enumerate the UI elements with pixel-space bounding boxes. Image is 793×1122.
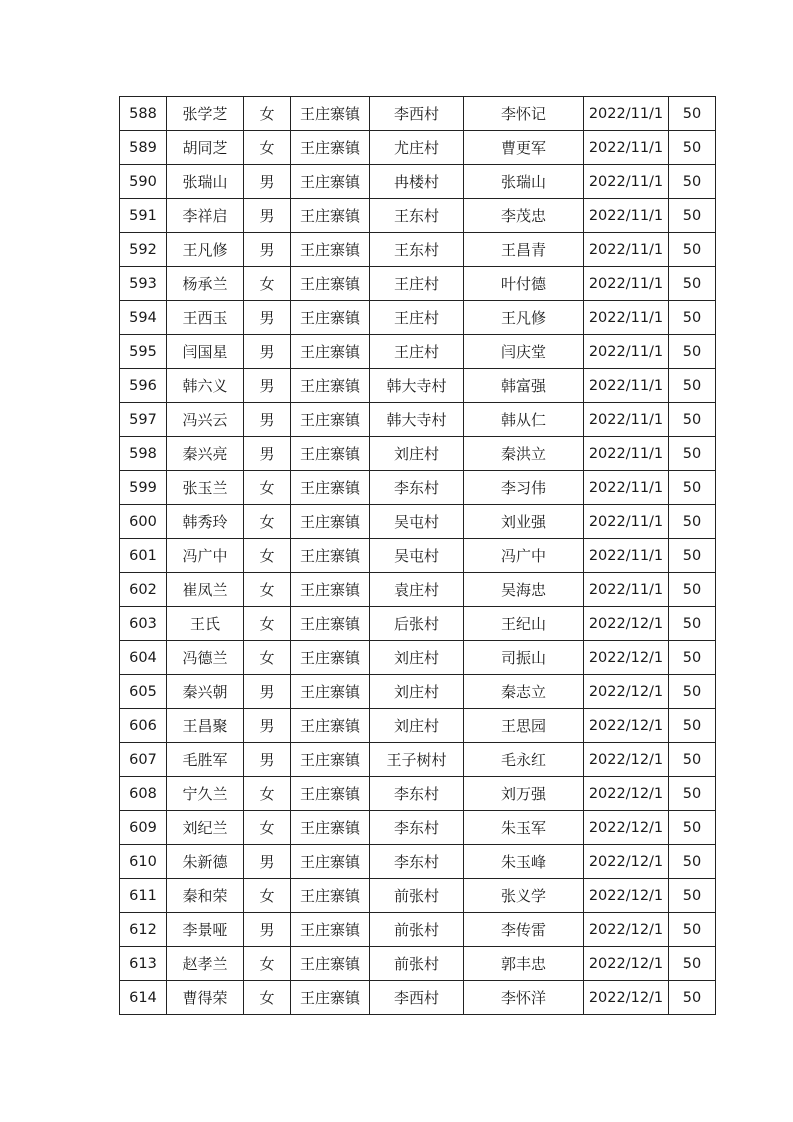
- amount-cell: 50: [669, 97, 716, 131]
- date-cell: 2022/11/1: [584, 301, 669, 335]
- gender-cell: 男: [244, 233, 291, 267]
- date-cell: 2022/11/1: [584, 131, 669, 165]
- village-cell: 刘庄村: [370, 641, 464, 675]
- date-cell: 2022/12/1: [584, 709, 669, 743]
- amount-cell: 50: [669, 505, 716, 539]
- town-cell: 王庄寨镇: [291, 981, 370, 1015]
- date-cell: 2022/11/1: [584, 403, 669, 437]
- gender-cell: 男: [244, 743, 291, 777]
- date-cell: 2022/11/1: [584, 165, 669, 199]
- amount-cell: 50: [669, 641, 716, 675]
- row-number-cell: 611: [120, 879, 167, 913]
- amount-cell: 50: [669, 675, 716, 709]
- date-cell: 2022/12/1: [584, 913, 669, 947]
- gender-cell: 男: [244, 369, 291, 403]
- name-cell: 胡同芝: [167, 131, 244, 165]
- town-cell: 王庄寨镇: [291, 301, 370, 335]
- amount-cell: 50: [669, 369, 716, 403]
- table-row: [120, 879, 716, 913]
- agent-cell: 刘业强: [464, 505, 584, 539]
- amount-cell: 50: [669, 913, 716, 947]
- amount-cell: 50: [669, 539, 716, 573]
- agent-cell: 冯广中: [464, 539, 584, 573]
- amount-cell: 50: [669, 301, 716, 335]
- name-cell: 王氏: [167, 607, 244, 641]
- gender-cell: 女: [244, 471, 291, 505]
- name-cell: 朱新德: [167, 845, 244, 879]
- row-number-cell: 609: [120, 811, 167, 845]
- name-cell: 王凡修: [167, 233, 244, 267]
- table-row: [120, 607, 716, 641]
- village-cell: 前张村: [370, 879, 464, 913]
- name-cell: 宁久兰: [167, 777, 244, 811]
- date-cell: 2022/12/1: [584, 777, 669, 811]
- agent-cell: 秦志立: [464, 675, 584, 709]
- name-cell: 冯德兰: [167, 641, 244, 675]
- row-number-cell: 601: [120, 539, 167, 573]
- village-cell: 王东村: [370, 233, 464, 267]
- agent-cell: 王纪山: [464, 607, 584, 641]
- agent-cell: 毛永红: [464, 743, 584, 777]
- amount-cell: 50: [669, 879, 716, 913]
- gender-cell: 女: [244, 131, 291, 165]
- village-cell: 后张村: [370, 607, 464, 641]
- row-number-cell: 602: [120, 573, 167, 607]
- amount-cell: 50: [669, 267, 716, 301]
- amount-cell: 50: [669, 607, 716, 641]
- row-number-cell: 614: [120, 981, 167, 1015]
- row-number-cell: 595: [120, 335, 167, 369]
- town-cell: 王庄寨镇: [291, 573, 370, 607]
- agent-cell: 司振山: [464, 641, 584, 675]
- village-cell: 吴屯村: [370, 539, 464, 573]
- town-cell: 王庄寨镇: [291, 607, 370, 641]
- gender-cell: 女: [244, 573, 291, 607]
- town-cell: 王庄寨镇: [291, 879, 370, 913]
- date-cell: 2022/11/1: [584, 369, 669, 403]
- row-number-cell: 612: [120, 913, 167, 947]
- agent-cell: 朱玉军: [464, 811, 584, 845]
- row-number-cell: 588: [120, 97, 167, 131]
- amount-cell: 50: [669, 471, 716, 505]
- town-cell: 王庄寨镇: [291, 335, 370, 369]
- table-row: [120, 709, 716, 743]
- table-row: [120, 437, 716, 471]
- row-number-cell: 596: [120, 369, 167, 403]
- amount-cell: 50: [669, 165, 716, 199]
- town-cell: 王庄寨镇: [291, 947, 370, 981]
- village-cell: 刘庄村: [370, 437, 464, 471]
- row-number-cell: 597: [120, 403, 167, 437]
- gender-cell: 女: [244, 879, 291, 913]
- table-row: [120, 505, 716, 539]
- name-cell: 刘纪兰: [167, 811, 244, 845]
- village-cell: 尤庄村: [370, 131, 464, 165]
- name-cell: 秦和荣: [167, 879, 244, 913]
- amount-cell: 50: [669, 233, 716, 267]
- village-cell: 李东村: [370, 845, 464, 879]
- row-number-cell: 604: [120, 641, 167, 675]
- table-row: [120, 641, 716, 675]
- row-number-cell: 599: [120, 471, 167, 505]
- agent-cell: 李传雷: [464, 913, 584, 947]
- amount-cell: 50: [669, 947, 716, 981]
- agent-cell: 张瑞山: [464, 165, 584, 199]
- village-cell: 王东村: [370, 199, 464, 233]
- gender-cell: 男: [244, 437, 291, 471]
- gender-cell: 男: [244, 403, 291, 437]
- table-row: [120, 335, 716, 369]
- row-number-cell: 594: [120, 301, 167, 335]
- date-cell: 2022/12/1: [584, 879, 669, 913]
- table-row: [120, 539, 716, 573]
- gender-cell: 女: [244, 267, 291, 301]
- village-cell: 王庄村: [370, 335, 464, 369]
- amount-cell: 50: [669, 981, 716, 1015]
- row-number-cell: 605: [120, 675, 167, 709]
- name-cell: 张瑞山: [167, 165, 244, 199]
- town-cell: 王庄寨镇: [291, 131, 370, 165]
- agent-cell: 韩富强: [464, 369, 584, 403]
- date-cell: 2022/11/1: [584, 505, 669, 539]
- date-cell: 2022/12/1: [584, 845, 669, 879]
- table-row: [120, 981, 716, 1015]
- name-cell: 毛胜军: [167, 743, 244, 777]
- town-cell: 王庄寨镇: [291, 165, 370, 199]
- agent-cell: 朱玉峰: [464, 845, 584, 879]
- date-cell: 2022/11/1: [584, 335, 669, 369]
- date-cell: 2022/12/1: [584, 947, 669, 981]
- gender-cell: 女: [244, 641, 291, 675]
- table-row: [120, 743, 716, 777]
- village-cell: 刘庄村: [370, 709, 464, 743]
- name-cell: 杨承兰: [167, 267, 244, 301]
- village-cell: 李西村: [370, 97, 464, 131]
- village-cell: 王庄村: [370, 301, 464, 335]
- village-cell: 刘庄村: [370, 675, 464, 709]
- date-cell: 2022/11/1: [584, 471, 669, 505]
- row-number-cell: 606: [120, 709, 167, 743]
- agent-cell: 张义学: [464, 879, 584, 913]
- town-cell: 王庄寨镇: [291, 811, 370, 845]
- row-number-cell: 589: [120, 131, 167, 165]
- date-cell: 2022/11/1: [584, 437, 669, 471]
- date-cell: 2022/11/1: [584, 199, 669, 233]
- amount-cell: 50: [669, 199, 716, 233]
- agent-cell: 王凡修: [464, 301, 584, 335]
- agent-cell: 闫庆堂: [464, 335, 584, 369]
- amount-cell: 50: [669, 437, 716, 471]
- row-number-cell: 608: [120, 777, 167, 811]
- name-cell: 闫国星: [167, 335, 244, 369]
- gender-cell: 男: [244, 335, 291, 369]
- name-cell: 王昌聚: [167, 709, 244, 743]
- town-cell: 王庄寨镇: [291, 505, 370, 539]
- village-cell: 吴屯村: [370, 505, 464, 539]
- gender-cell: 女: [244, 981, 291, 1015]
- table-row: [120, 777, 716, 811]
- village-cell: 李东村: [370, 811, 464, 845]
- town-cell: 王庄寨镇: [291, 97, 370, 131]
- name-cell: 崔凤兰: [167, 573, 244, 607]
- agent-cell: 刘万强: [464, 777, 584, 811]
- row-number-cell: 603: [120, 607, 167, 641]
- name-cell: 韩秀玲: [167, 505, 244, 539]
- town-cell: 王庄寨镇: [291, 267, 370, 301]
- gender-cell: 女: [244, 607, 291, 641]
- town-cell: 王庄寨镇: [291, 845, 370, 879]
- amount-cell: 50: [669, 709, 716, 743]
- table-row: [120, 403, 716, 437]
- row-number-cell: 607: [120, 743, 167, 777]
- town-cell: 王庄寨镇: [291, 777, 370, 811]
- name-cell: 王西玉: [167, 301, 244, 335]
- name-cell: 韩六义: [167, 369, 244, 403]
- date-cell: 2022/12/1: [584, 607, 669, 641]
- agent-cell: 韩从仁: [464, 403, 584, 437]
- village-cell: 李东村: [370, 471, 464, 505]
- village-cell: 前张村: [370, 947, 464, 981]
- gender-cell: 女: [244, 777, 291, 811]
- gender-cell: 男: [244, 845, 291, 879]
- town-cell: 王庄寨镇: [291, 471, 370, 505]
- town-cell: 王庄寨镇: [291, 641, 370, 675]
- village-cell: 前张村: [370, 913, 464, 947]
- amount-cell: 50: [669, 777, 716, 811]
- gender-cell: 女: [244, 947, 291, 981]
- town-cell: 王庄寨镇: [291, 743, 370, 777]
- row-number-cell: 592: [120, 233, 167, 267]
- name-cell: 赵孝兰: [167, 947, 244, 981]
- date-cell: 2022/11/1: [584, 97, 669, 131]
- gender-cell: 男: [244, 913, 291, 947]
- table-row: [120, 233, 716, 267]
- table-row: [120, 675, 716, 709]
- date-cell: 2022/12/1: [584, 675, 669, 709]
- agent-cell: 王思园: [464, 709, 584, 743]
- town-cell: 王庄寨镇: [291, 709, 370, 743]
- name-cell: 曹得荣: [167, 981, 244, 1015]
- table-row: [120, 301, 716, 335]
- agent-cell: 秦洪立: [464, 437, 584, 471]
- village-cell: 韩大寺村: [370, 369, 464, 403]
- village-cell: 李东村: [370, 777, 464, 811]
- date-cell: 2022/12/1: [584, 743, 669, 777]
- name-cell: 冯兴云: [167, 403, 244, 437]
- name-cell: 张学芝: [167, 97, 244, 131]
- date-cell: 2022/11/1: [584, 233, 669, 267]
- agent-cell: 李茂忠: [464, 199, 584, 233]
- date-cell: 2022/11/1: [584, 573, 669, 607]
- gender-cell: 男: [244, 709, 291, 743]
- agent-cell: 叶付德: [464, 267, 584, 301]
- name-cell: 李祥启: [167, 199, 244, 233]
- table-row: [120, 811, 716, 845]
- agent-cell: 郭丰忠: [464, 947, 584, 981]
- date-cell: 2022/12/1: [584, 641, 669, 675]
- table-row: [120, 165, 716, 199]
- village-cell: 王庄村: [370, 267, 464, 301]
- town-cell: 王庄寨镇: [291, 199, 370, 233]
- amount-cell: 50: [669, 811, 716, 845]
- gender-cell: 女: [244, 539, 291, 573]
- row-number-cell: 610: [120, 845, 167, 879]
- records-table: [119, 96, 716, 1015]
- agent-cell: 李怀洋: [464, 981, 584, 1015]
- name-cell: 张玉兰: [167, 471, 244, 505]
- table-row: [120, 845, 716, 879]
- table-row: [120, 471, 716, 505]
- table-row: [120, 573, 716, 607]
- village-cell: 袁庄村: [370, 573, 464, 607]
- gender-cell: 女: [244, 505, 291, 539]
- agent-cell: 吴海忠: [464, 573, 584, 607]
- table-row: [120, 97, 716, 131]
- village-cell: 李西村: [370, 981, 464, 1015]
- amount-cell: 50: [669, 403, 716, 437]
- row-number-cell: 591: [120, 199, 167, 233]
- town-cell: 王庄寨镇: [291, 233, 370, 267]
- name-cell: 冯广中: [167, 539, 244, 573]
- date-cell: 2022/12/1: [584, 811, 669, 845]
- gender-cell: 男: [244, 199, 291, 233]
- amount-cell: 50: [669, 573, 716, 607]
- amount-cell: 50: [669, 131, 716, 165]
- records-table-body: [120, 97, 716, 1015]
- town-cell: 王庄寨镇: [291, 675, 370, 709]
- town-cell: 王庄寨镇: [291, 913, 370, 947]
- name-cell: 秦兴朝: [167, 675, 244, 709]
- gender-cell: 男: [244, 165, 291, 199]
- gender-cell: 女: [244, 811, 291, 845]
- row-number-cell: 590: [120, 165, 167, 199]
- date-cell: 2022/12/1: [584, 981, 669, 1015]
- table-row: [120, 913, 716, 947]
- agent-cell: 李怀记: [464, 97, 584, 131]
- village-cell: 韩大寺村: [370, 403, 464, 437]
- table-row: [120, 131, 716, 165]
- row-number-cell: 613: [120, 947, 167, 981]
- gender-cell: 女: [244, 97, 291, 131]
- date-cell: 2022/11/1: [584, 539, 669, 573]
- amount-cell: 50: [669, 845, 716, 879]
- table-row: [120, 199, 716, 233]
- village-cell: 王子树村: [370, 743, 464, 777]
- gender-cell: 男: [244, 301, 291, 335]
- town-cell: 王庄寨镇: [291, 539, 370, 573]
- row-number-cell: 598: [120, 437, 167, 471]
- town-cell: 王庄寨镇: [291, 403, 370, 437]
- date-cell: 2022/11/1: [584, 267, 669, 301]
- amount-cell: 50: [669, 743, 716, 777]
- row-number-cell: 600: [120, 505, 167, 539]
- name-cell: 李景哑: [167, 913, 244, 947]
- table-row: [120, 369, 716, 403]
- agent-cell: 曹更军: [464, 131, 584, 165]
- table-row: [120, 947, 716, 981]
- row-number-cell: 593: [120, 267, 167, 301]
- agent-cell: 王昌青: [464, 233, 584, 267]
- town-cell: 王庄寨镇: [291, 369, 370, 403]
- village-cell: 冉楼村: [370, 165, 464, 199]
- town-cell: 王庄寨镇: [291, 437, 370, 471]
- table-row: [120, 267, 716, 301]
- agent-cell: 李习伟: [464, 471, 584, 505]
- name-cell: 秦兴亮: [167, 437, 244, 471]
- gender-cell: 男: [244, 675, 291, 709]
- amount-cell: 50: [669, 335, 716, 369]
